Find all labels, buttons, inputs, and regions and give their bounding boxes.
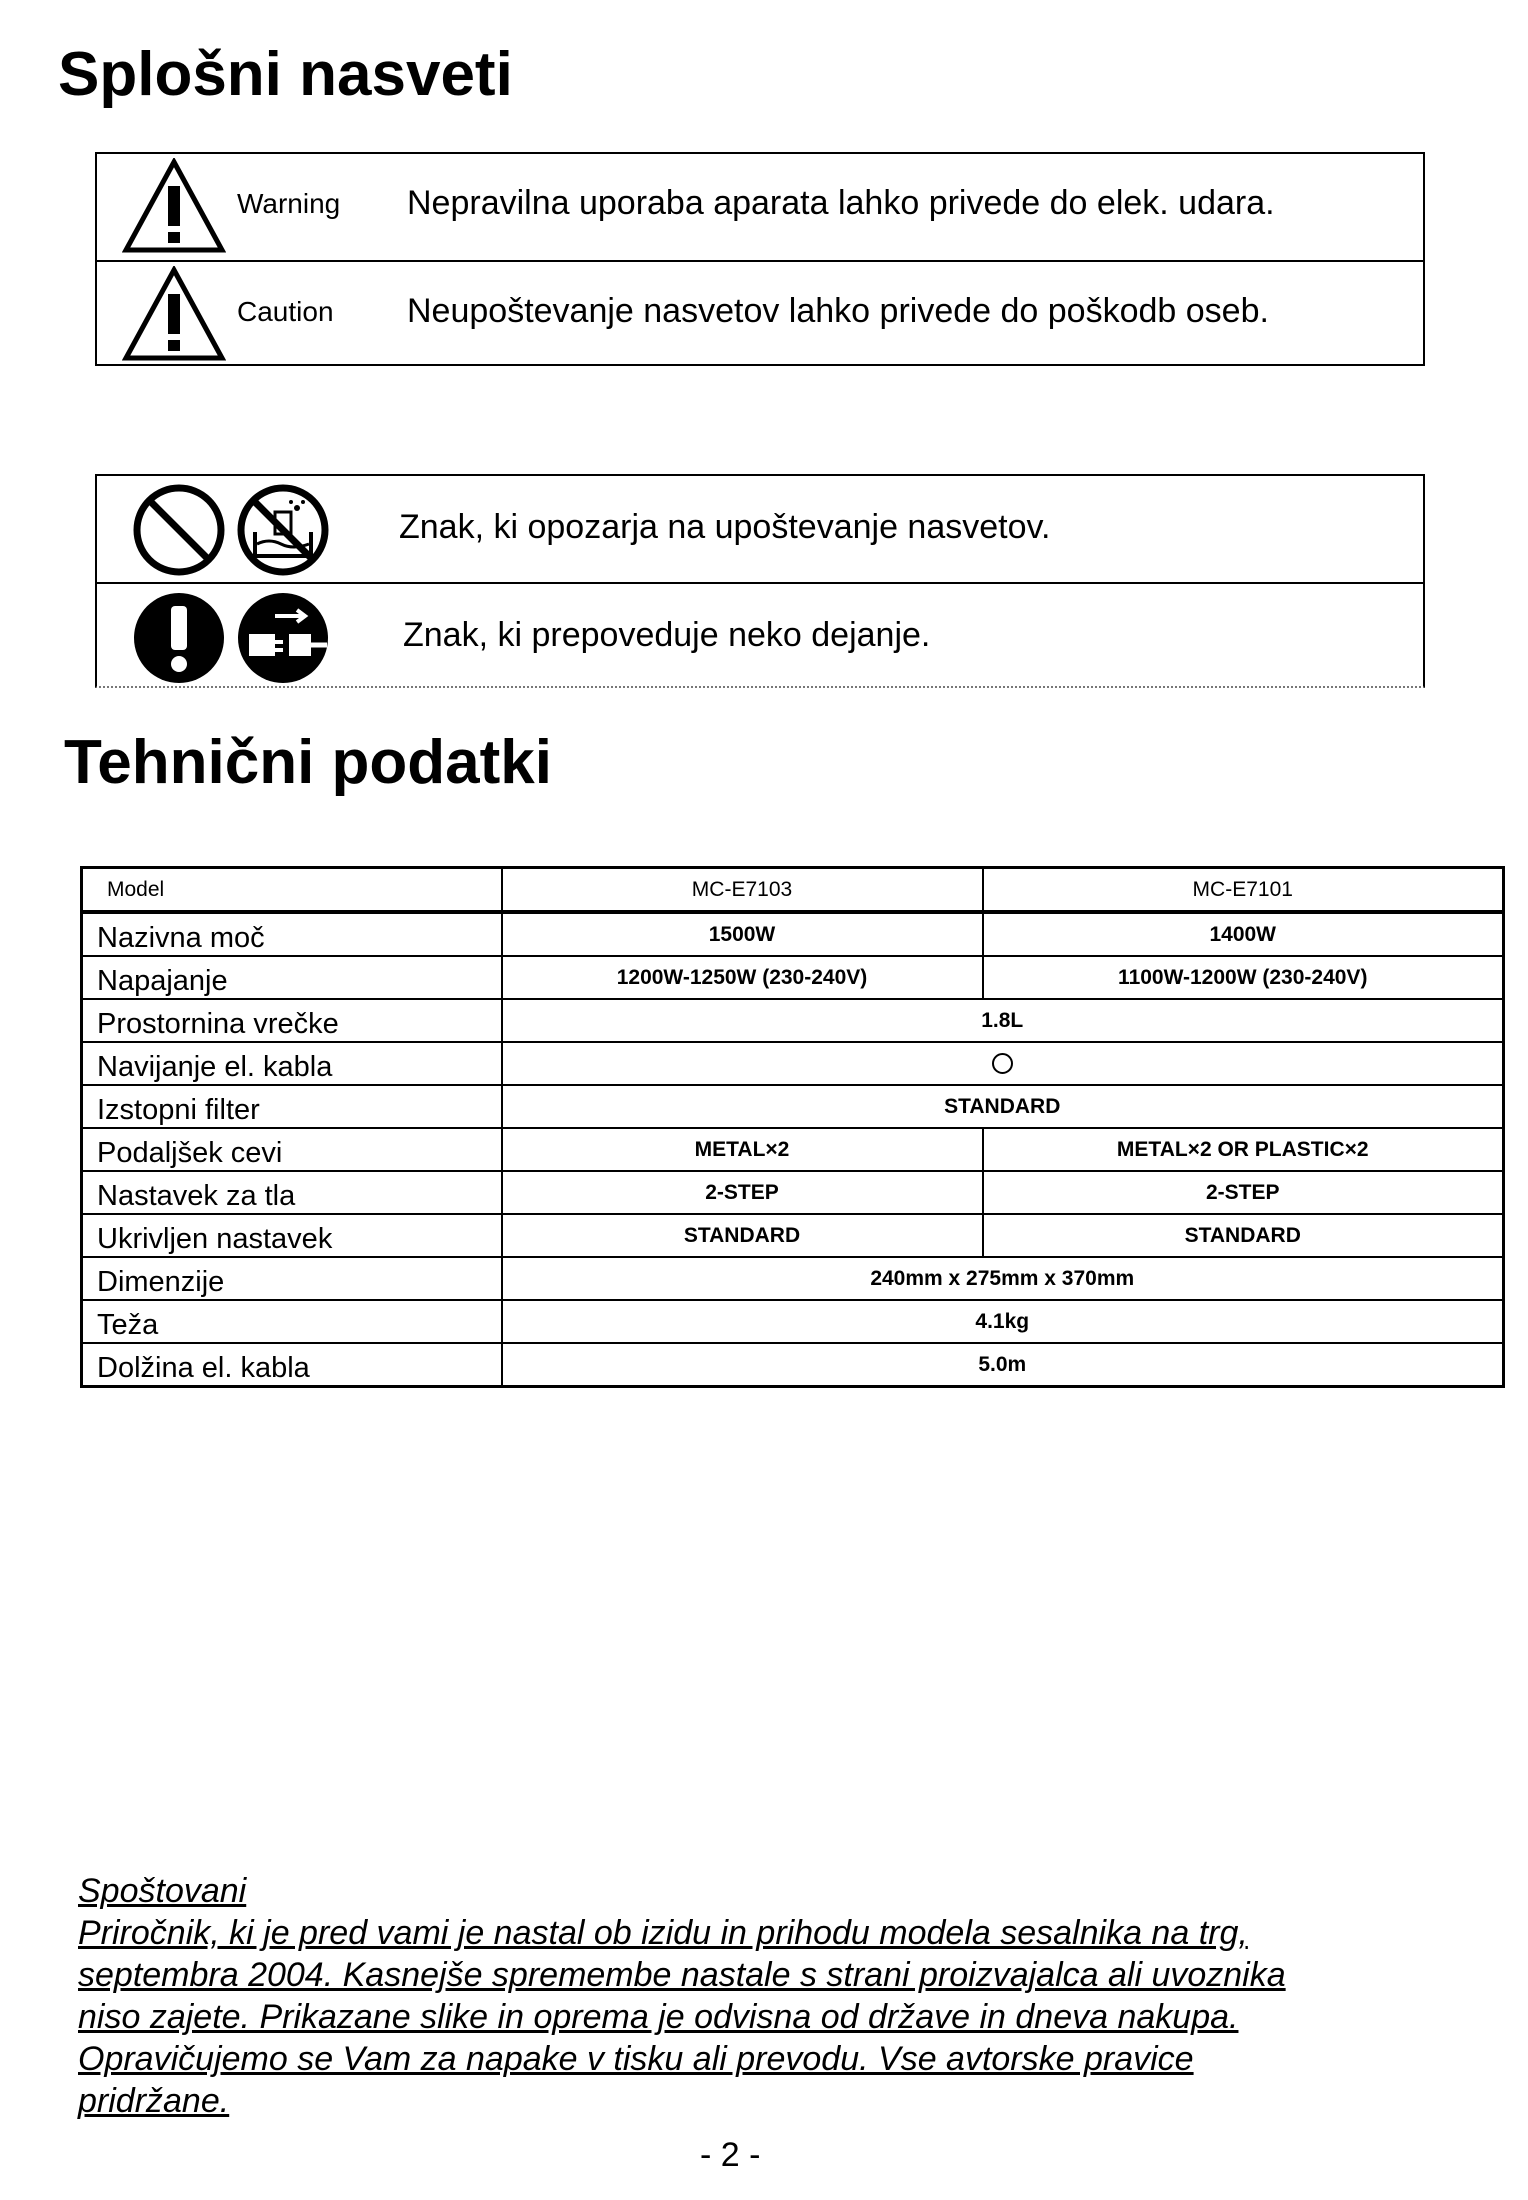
prohibition-sign-text: Znak, ki prepoveduje neko dejanje. bbox=[403, 616, 931, 654]
header-model-label: Model bbox=[82, 868, 502, 913]
warning-triangle-icon bbox=[122, 158, 226, 254]
row-label: Teža bbox=[82, 1300, 502, 1343]
technical-specs-table bbox=[80, 866, 1505, 1388]
header-model-1: MC-E7103 bbox=[502, 868, 983, 913]
table-row bbox=[82, 956, 1504, 999]
cell-model-2: 2-STEP bbox=[983, 1171, 1504, 1214]
available-circle-icon bbox=[992, 1053, 1013, 1074]
prohibition-circle-icon bbox=[131, 482, 227, 578]
table-row bbox=[82, 912, 1504, 956]
notice-line: Opravičujemo se Vam za napake v tisku ali prevodu. Vse avtorske pravice bbox=[78, 2040, 1194, 2078]
cell-model-1: 2-STEP bbox=[502, 1171, 983, 1214]
table-row bbox=[82, 1214, 1504, 1257]
warning-table bbox=[95, 152, 1425, 366]
row-label: Dolžina el. kabla bbox=[82, 1343, 502, 1387]
notice-line: pridržane. bbox=[78, 2082, 230, 2120]
table-row bbox=[82, 1343, 1504, 1387]
cell-both-models: 4.1kg bbox=[502, 1300, 1504, 1343]
table-header-row bbox=[82, 868, 1504, 913]
row-label: Podaljšek cevi bbox=[82, 1128, 502, 1171]
row-label: Ukrivljen nastavek bbox=[82, 1214, 502, 1257]
warning-row bbox=[97, 154, 1423, 260]
header-model-2: MC-E7101 bbox=[983, 868, 1504, 913]
warning-label: Warning bbox=[237, 188, 341, 219]
exclamation-mandatory-icon bbox=[131, 590, 227, 686]
cell-model-1: 1500W bbox=[502, 912, 983, 956]
cell-model-2: 1100W-1200W (230-240V) bbox=[983, 956, 1504, 999]
cell-model-2: 1400W bbox=[983, 912, 1504, 956]
section-title-general-advice: Splošni nasveti bbox=[58, 40, 513, 109]
row-label: Dimenzije bbox=[82, 1257, 502, 1300]
caution-text: Neupoštevanje nasvetov lahko privede do poškodb oseb. bbox=[407, 292, 1269, 330]
cell-model-1: METAL×2 bbox=[502, 1128, 983, 1171]
row-label: Izstopni filter bbox=[82, 1085, 502, 1128]
cell-both-models: 1.8L bbox=[502, 999, 1504, 1042]
cell-model-1: STANDARD bbox=[502, 1214, 983, 1257]
cell-both-models: 240mm x 275mm x 370mm bbox=[502, 1257, 1504, 1300]
page-number: - 2 - bbox=[700, 2136, 761, 2174]
no-water-icon bbox=[235, 482, 331, 578]
notice-line: septembra 2004. Kasnejše spremembe nastale s strani proizvajalca ali uvoznika bbox=[78, 1956, 1286, 1994]
row-label: Nazivna moč bbox=[82, 912, 502, 956]
notice-paragraph bbox=[78, 1870, 1458, 2122]
advice-sign-row bbox=[97, 476, 1423, 582]
caution-row bbox=[97, 260, 1423, 368]
notice-line: Priročnik, ki je pred vami je nastal ob izidu in prihodu modela sesalnika na trg, bbox=[78, 1914, 1248, 1952]
table-row bbox=[82, 1171, 1504, 1214]
row-label: Prostornina vrečke bbox=[82, 999, 502, 1042]
table-row bbox=[82, 1128, 1504, 1171]
row-label: Nastavek za tla bbox=[82, 1171, 502, 1214]
cell-both-models bbox=[502, 1042, 1504, 1085]
cell-model-2: METAL×2 OR PLASTIC×2 bbox=[983, 1128, 1504, 1171]
table-row bbox=[82, 1042, 1504, 1085]
table-row bbox=[82, 1300, 1504, 1343]
sign-table bbox=[95, 474, 1425, 688]
table-row bbox=[82, 999, 1504, 1042]
table-row bbox=[82, 1085, 1504, 1128]
prohibition-sign-row bbox=[97, 582, 1423, 690]
row-label: Navijanje el. kabla bbox=[82, 1042, 502, 1085]
notice-line: niso zajete. Prikazane slike in oprema je odvisna od države in dneva nakupa. bbox=[78, 1998, 1239, 2036]
advice-sign-text: Znak, ki opozarja na upoštevanje nasvetov. bbox=[399, 508, 1051, 546]
cell-model-1: 1200W-1250W (230-240V) bbox=[502, 956, 983, 999]
section-title-technical-data: Tehnični podatki bbox=[64, 728, 552, 797]
cell-both-models: STANDARD bbox=[502, 1085, 1504, 1128]
row-label: Napajanje bbox=[82, 956, 502, 999]
cell-model-2: STANDARD bbox=[983, 1214, 1504, 1257]
caution-triangle-icon bbox=[122, 266, 226, 362]
unplug-icon bbox=[235, 590, 331, 686]
notice-greeting: Spoštovani bbox=[78, 1872, 247, 1910]
caution-label: Caution bbox=[237, 296, 334, 327]
cell-both-models: 5.0m bbox=[502, 1343, 1504, 1387]
table-row bbox=[82, 1257, 1504, 1300]
warning-text: Nepravilna uporaba aparata lahko privede do elek. udara. bbox=[407, 184, 1275, 222]
